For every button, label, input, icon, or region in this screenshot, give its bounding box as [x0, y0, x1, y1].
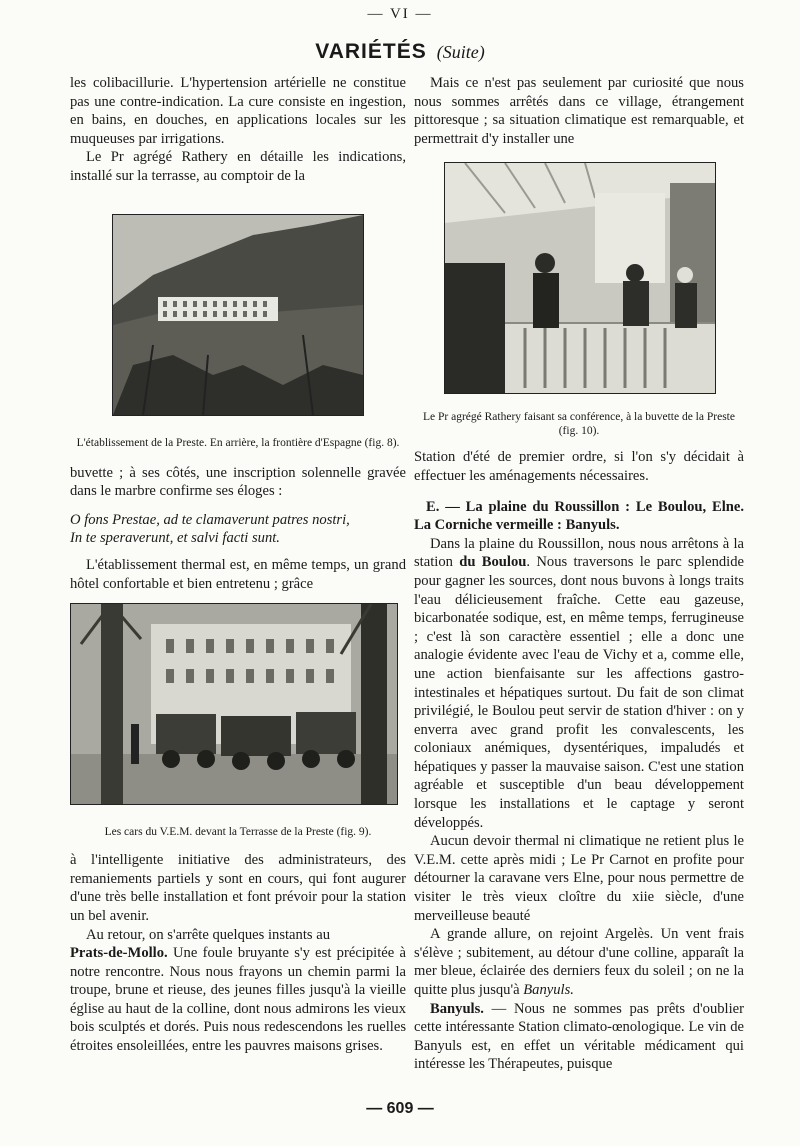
paragraph: à l'intelligente initiative des administrateurs, des remaniements partiels y sont en cours, qui font augurer d'une très belle installation et font prévoir pour la station un bel avenir. [70, 852, 406, 924]
paragraph: buvette ; à ses côtés, une inscription solennelle gravée dans le marbre confirme ses éloges : [70, 464, 406, 500]
paragraph: Banyuls. — Nous ne sommes pas prêts d'oublier cette intéressante Station climato-œnologique. Le vin de Banyuls est, en effet un véritable médicament qui intéresse les Thérapeutes, puisque [414, 1000, 744, 1073]
page-header [0, 40, 800, 64]
paragraph: L'établissement thermal est, en même temps, un grand hôtel confortable et bien entretenu ; grâce [70, 556, 406, 592]
paragraph: Mais ce n'est pas seulement par curiosité que nous nous sommes arrêtés dans ce village, étrangement pittoresque ; sa situation climatique est remarquable, et permettrait d'y installer une [414, 75, 744, 147]
photo-rathery-conference [444, 162, 716, 394]
paragraph: Station d'été de premier ordre, si l'on s'y décidait à effectuer les aménagements nécessaires. [414, 449, 744, 484]
right-column [414, 74, 744, 1074]
left-column [70, 74, 406, 1056]
paragraph: Aucun devoir thermal ni climatique ne retient plus le V.E.M. cette après midi ; Le Pr Carnot en profite pour détourner la caravane vers Elne, pour nous permettre de visiter le très vieux cloître du xiie siècle, d'une merveilleuse beauté [414, 833, 744, 924]
page-number-top: — VI — [367, 6, 433, 22]
figure-9 [70, 603, 406, 839]
paragraph: Au retour, on s'arrête quelques instants au Prats-de-Mollo. Une foule bruyante s'y est précipitée à notre rencontre. Nous nous frayons un chemin parmi la troupe, brune et rieuse, des jeunes filles jusqu'à la vieille église au haut de la colline, dont nous admirons les vieux bois sculptés et dorés. Puis nous redescendons les ruelles étroites ensoleillées, entre les pauvres maisons grises. [70, 926, 406, 1055]
place-name: Banyuls. [430, 1000, 484, 1017]
figure-10-caption: Le Pr agrégé Rathery faisant sa conférence, à la buvette de la Preste (fig. 10). [423, 411, 735, 438]
figure-9-caption: Les cars du V.E.M. devant la Terrasse de la Preste (fig. 9). [104, 826, 372, 839]
photo-etablissement-preste [112, 214, 364, 416]
place-name: Prats-de-Mollo. [70, 945, 168, 962]
page-title: VARIÉTÉS [315, 40, 427, 63]
photo-cars-vem [70, 603, 398, 805]
section-heading: E. — La plaine du Roussillon : Le Boulou, Elne. La Corniche vermeille : Banyuls. [414, 498, 744, 534]
figure-8 [70, 214, 406, 450]
page-title-suite: (Suite) [436, 42, 485, 62]
paragraph: Dans la plaine du Roussillon, nous nous arrêtons à la station du Boulou. Nous traversons le parc splendide pour gagner les sources, dont nous buvons à longs traits l'eau délicieusement fraîche. Cette eau gazeuse, bicarbonatée sodique, est, en même temps, ferrugineuse ; c'est là son caractère essentiel ; elle a donc une analogie évidente avec l'eau de Vichy et a, comme elle, une action bienfaisante sur les affections gastro-intestinales et hépatiques surtout. Du fait de son climat privilégié, le Boulou peut servir de station d'hiver : on y enverra avec grand profit les convalescents, les coloniaux anémiques, dysentériques, impaludés et hépatiques y passer la mauvaise saison. C'est une station agréable et susceptible d'un beau développement lorsque les installations et le captage y seront développés. [414, 535, 744, 831]
paragraph: les colibacillurie. L'hypertension artérielle ne constitue pas une contre-indication. La cure consiste en ingestion, en bains, en douches, en applications locales sur les muqueuses par irrigations. [70, 75, 406, 147]
figure-10 [414, 162, 744, 438]
paragraph: A grande allure, on rejoint Argelès. Un vent frais s'élève ; subitement, au détour d'une colline, apparaît la mer bleue, éclairée des derniers feux du soleil ; on ne la quitte plus jusqu'à Banyuls. [414, 926, 744, 998]
inscription-line: O fons Prestae, ad te clamaverunt patres nostri, [70, 511, 350, 528]
paragraph: Le Pr agrégé Rathery en détaille les indications, installé sur la terrasse, au comptoir de la [70, 149, 406, 184]
inscription-line: In te speraverunt, et salvi facti sunt. [70, 530, 280, 547]
place-name: du Boulou [459, 554, 527, 571]
page-number-bottom: — 609 — [366, 1100, 434, 1117]
figure-8-caption: L'établissement de la Preste. En arrière, la frontière d'Espagne (fig. 8). [76, 436, 400, 449]
place-name: Banyuls. [523, 982, 574, 998]
latin-inscription [70, 511, 406, 548]
